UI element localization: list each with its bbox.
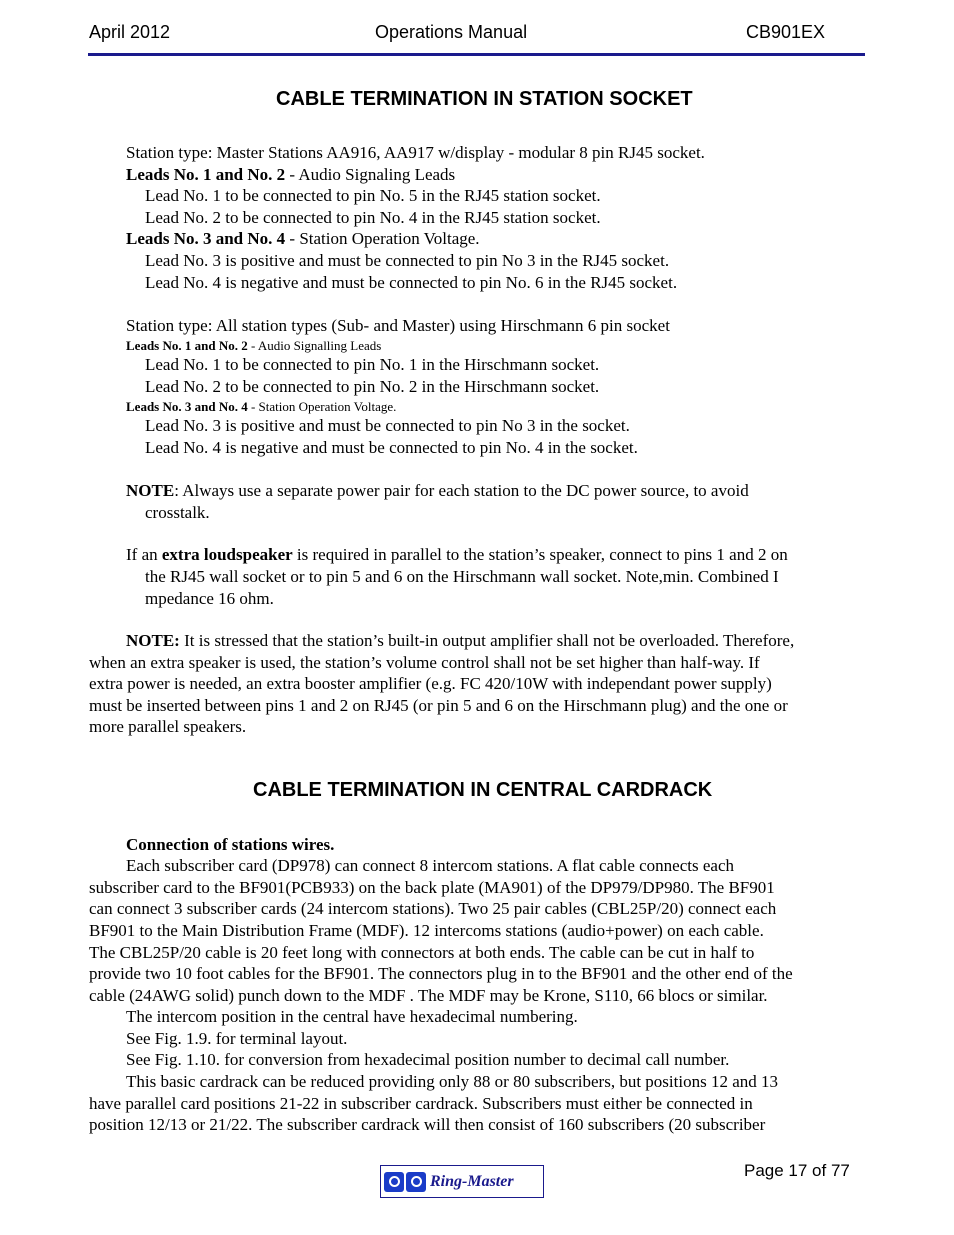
p1-line: provide two 10 foot cables for the BF901. The connectors plug in to the BF901 and the other end of the bbox=[89, 964, 793, 983]
lead2-b: Lead No. 2 to be connected to pin No. 2 in the Hirschmann socket. bbox=[145, 377, 600, 396]
lead2-a: Lead No. 2 to be connected to pin No. 4 in the RJ45 station socket. bbox=[145, 208, 601, 227]
page-number: Page 17 of 77 bbox=[744, 1161, 850, 1180]
lead3-b: Lead No. 3 is positive and must be connected to pin No 3 in the socket. bbox=[145, 416, 630, 435]
note2-line2: when an extra speaker is used, the station’s volume control shall not be set higher than half-way. If bbox=[89, 653, 760, 672]
speaker-line1: If an extra loudspeaker is required in parallel to the station’s speaker, connect to pins 1 and 2 on bbox=[126, 545, 788, 564]
station-type-a: Station type: Master Stations AA916, AA917 w/display - modular 8 pin RJ45 socket. bbox=[126, 143, 705, 162]
note2-line1: NOTE: It is stressed that the station’s built-in output amplifier shall not be overloaded. Therefore, bbox=[126, 631, 795, 650]
lead4-a: Lead No. 4 is negative and must be connected to pin No. 6 in the RJ45 socket. bbox=[145, 273, 678, 292]
p4-fig-1-10: See Fig. 1.10. for conversion from hexadecimal position number to decimal call number. bbox=[126, 1050, 730, 1069]
section-title-station-socket: CABLE TERMINATION IN STATION SOCKET bbox=[276, 88, 693, 110]
ring-master-logo bbox=[380, 1165, 544, 1198]
lead4-b: Lead No. 4 is negative and must be connected to pin No. 4 in the socket. bbox=[145, 438, 638, 457]
note1-line2: crosstalk. bbox=[145, 503, 210, 522]
lead1-a: Lead No. 1 to be connected to pin No. 5 in the RJ45 station socket. bbox=[145, 186, 601, 205]
p3-fig-1-9: See Fig. 1.9. for terminal layout. bbox=[126, 1029, 348, 1048]
p5-line: position 12/13 or 21/22. The subscriber cardrack will then consist of 160 subscribers (20 subscriber bbox=[89, 1115, 766, 1134]
logo-ring-icon bbox=[406, 1172, 426, 1192]
speaker-line3: mpedance 16 ohm. bbox=[145, 589, 274, 608]
note2-line5: more parallel speakers. bbox=[89, 717, 247, 736]
p1-line: BF901 to the Main Distribution Frame (MDF). 12 intercoms stations (audio+power) on each cable. bbox=[89, 921, 764, 940]
leads34-b: Leads No. 3 and No. 4 - Station Operation Voltage. bbox=[126, 399, 397, 414]
p1-line: cable (24AWG solid) punch down to the MDF . The MDF may be Krone, S110, 66 blocs or similar. bbox=[89, 986, 768, 1005]
leads12-a: Leads No. 1 and No. 2 - Audio Signaling Leads bbox=[126, 165, 456, 184]
lead1-b: Lead No. 1 to be connected to pin No. 1 in the Hirschmann socket. bbox=[145, 355, 600, 374]
note2-line3: extra power is needed, an extra booster amplifier (e.g. FC 420/10W with independant power supply) bbox=[89, 674, 772, 693]
section-title-central-cardrack: CABLE TERMINATION IN CENTRAL CARDRACK bbox=[253, 779, 713, 801]
p1-line: The CBL25P/20 cable is 20 feet long with connectors at both ends. The cable can be cut in half to bbox=[89, 943, 755, 962]
p5-line: This basic cardrack can be reduced providing only 88 or 80 subscribers, but positions 12 and 13 bbox=[126, 1072, 778, 1091]
note1-line1: NOTE: Always use a separate power pair for each station to the DC power source, to avoid bbox=[126, 481, 749, 500]
p5-line: have parallel card positions 21-22 in subscriber cardrack. Subscribers must either be connected in bbox=[89, 1094, 753, 1113]
note2-line4: must be inserted between pins 1 and 2 on RJ45 (or pin 5 and 6 on the Hirschmann plug) and the one or bbox=[89, 696, 788, 715]
leads12-b: Leads No. 1 and No. 2 - Audio Signalling Leads bbox=[126, 338, 382, 353]
header-model: CB901EX bbox=[746, 22, 826, 42]
p1-line: can connect 3 subscriber cards (24 intercom stations). Two 25 pair cables (CBL25P/20) connect each bbox=[89, 899, 777, 918]
station-type-b: Station type: All station types (Sub- and Master) using Hirschmann 6 pin socket bbox=[126, 316, 670, 335]
header-title: Operations Manual bbox=[375, 22, 528, 42]
speaker-line2: the RJ45 wall socket or to pin 5 and 6 on the Hirschmann wall socket. Note,min. Combined I bbox=[145, 567, 779, 586]
p2-hex-numbering: The intercom position in the central have hexadecimal numbering. bbox=[126, 1007, 578, 1026]
header-date: April 2012 bbox=[89, 22, 171, 42]
logo-ring-icon bbox=[384, 1172, 404, 1192]
leads34-a: Leads No. 3 and No. 4 - Station Operation Voltage. bbox=[126, 229, 480, 248]
logo-text: Ring-Master bbox=[430, 1172, 514, 1190]
p1-line: Each subscriber card (DP978) can connect 8 intercom stations. A flat cable connects each bbox=[126, 856, 734, 875]
lead3-a: Lead No. 3 is positive and must be connected to pin No 3 in the RJ45 socket. bbox=[145, 251, 670, 270]
header-rule bbox=[88, 53, 865, 56]
subhead-connection: Connection of stations wires. bbox=[126, 835, 335, 854]
p1-line: subscriber card to the BF901(PCB933) on the back plate (MA901) of the DP979/DP980. The BF901 bbox=[89, 878, 775, 897]
